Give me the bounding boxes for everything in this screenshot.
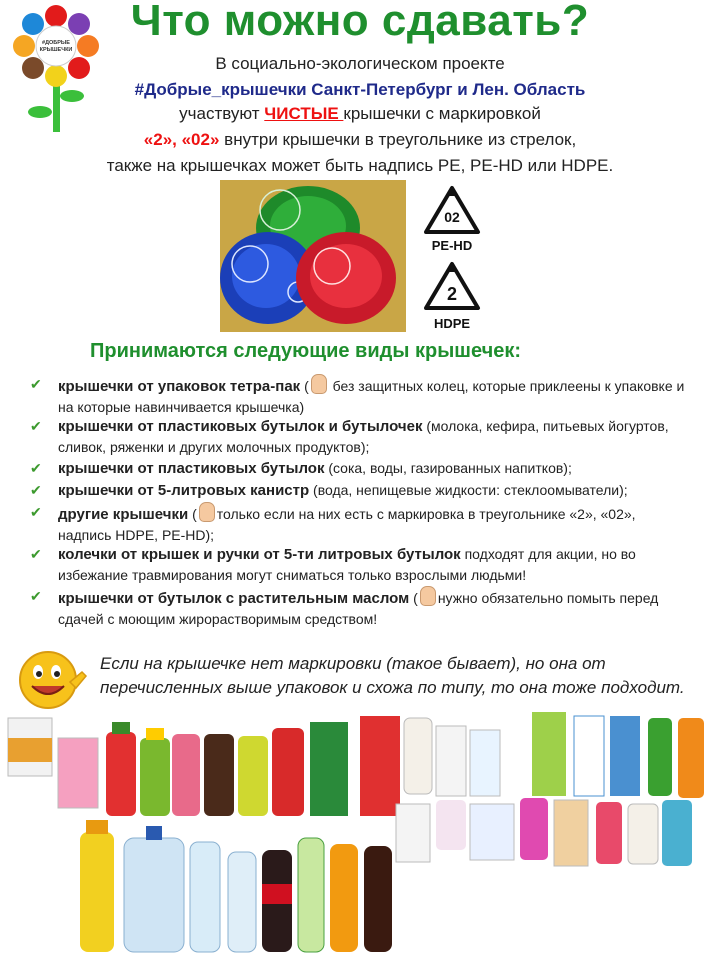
svg-text:2: 2 [446, 284, 458, 304]
list-item: ✔ крышечки от 5-литровых канистр (вода, непищевые жидкости: стеклоомыватели); [30, 482, 628, 499]
recycle-triangle-icon [420, 184, 484, 254]
finger-up-icon [199, 502, 215, 522]
clean-emphasis: ЧИСТЫЕ [264, 104, 344, 123]
intro-hashtag: #Добрые_крышечки Санкт-Петербург и Лен. Область [134, 80, 586, 99]
check-icon: ✔ [30, 482, 42, 498]
check-icon: ✔ [30, 460, 42, 476]
note-text: Если на крышечке нет маркировки (такое бывает), но она от перечисленных выше упаковок и схожа по типу, то она тоже подходит. [100, 654, 685, 697]
svg-text:КРЫШЕЧКИ: КРЫШЕЧКИ [39, 47, 73, 53]
list-item: ✔ крышечки от упаковок тетра-пак ( без защитных колец, которые приклеены к упаковке и на которые навинчивается крышечка) [30, 376, 685, 415]
list-item: ✔ крышечки от бутылок с растительным маслом ( нужно обязательно помыть перед сдачей с моющим жирорастворимым средством! [30, 588, 659, 627]
intro-line-4: «2», «02» внутри крышечки в треугольнике из стрелок, [143, 130, 577, 149]
intro-line-5: также на крышечках может быть надпись PE, PE-HD или HDPE. [106, 156, 614, 175]
check-icon: ✔ [30, 418, 42, 434]
products-illustration [0, 708, 720, 960]
finger-up-icon [311, 374, 327, 394]
check-icon: ✔ [30, 504, 42, 520]
check-icon: ✔ [30, 588, 42, 604]
smiley-icon [16, 648, 90, 712]
caps-photo [220, 180, 406, 332]
marking-codes: «2», «02» [143, 130, 220, 149]
list-item: ✔ крышечки от пластиковых бутылок и бутылочек (молока, кефира, питьевых йогуртов, сливок, ряженки и других молочных продуктов); [30, 418, 669, 455]
accepted-heading: Принимаются следующие виды крышечек: [90, 340, 521, 362]
page-title: Что можно сдавать? [130, 0, 590, 45]
list-item: ✔ крышечки от пластиковых бутылок (сока, воды, газированных напитков); [30, 460, 572, 477]
svg-text:HDPE: HDPE [433, 316, 471, 331]
list-item: ✔ колечки от крышек и ручки от 5-ти литровых бутылок подходят для акции, но во избежание травмирования могут сниматься только взрослыми людьми! [30, 546, 636, 583]
check-icon: ✔ [30, 546, 42, 562]
intro-line-1: В социально-экологическом проекте [215, 54, 505, 73]
intro-line-3: участвуют ЧИСТЫЕ крышечки с маркировкой [179, 104, 541, 123]
finger-up-icon [420, 586, 436, 606]
svg-text:PE-HD: PE-HD [431, 238, 473, 253]
recycle-triangle-icon [420, 260, 484, 332]
svg-text:02: 02 [444, 209, 460, 225]
svg-text:#ДОБРЫЕ: #ДОБРЫЕ [42, 40, 70, 46]
check-icon: ✔ [30, 376, 42, 392]
list-item: ✔ другие крышечки ( только если на них есть с маркировка в треугольнике «2», «02», надпись HDPE, PE-HD); [30, 504, 636, 543]
